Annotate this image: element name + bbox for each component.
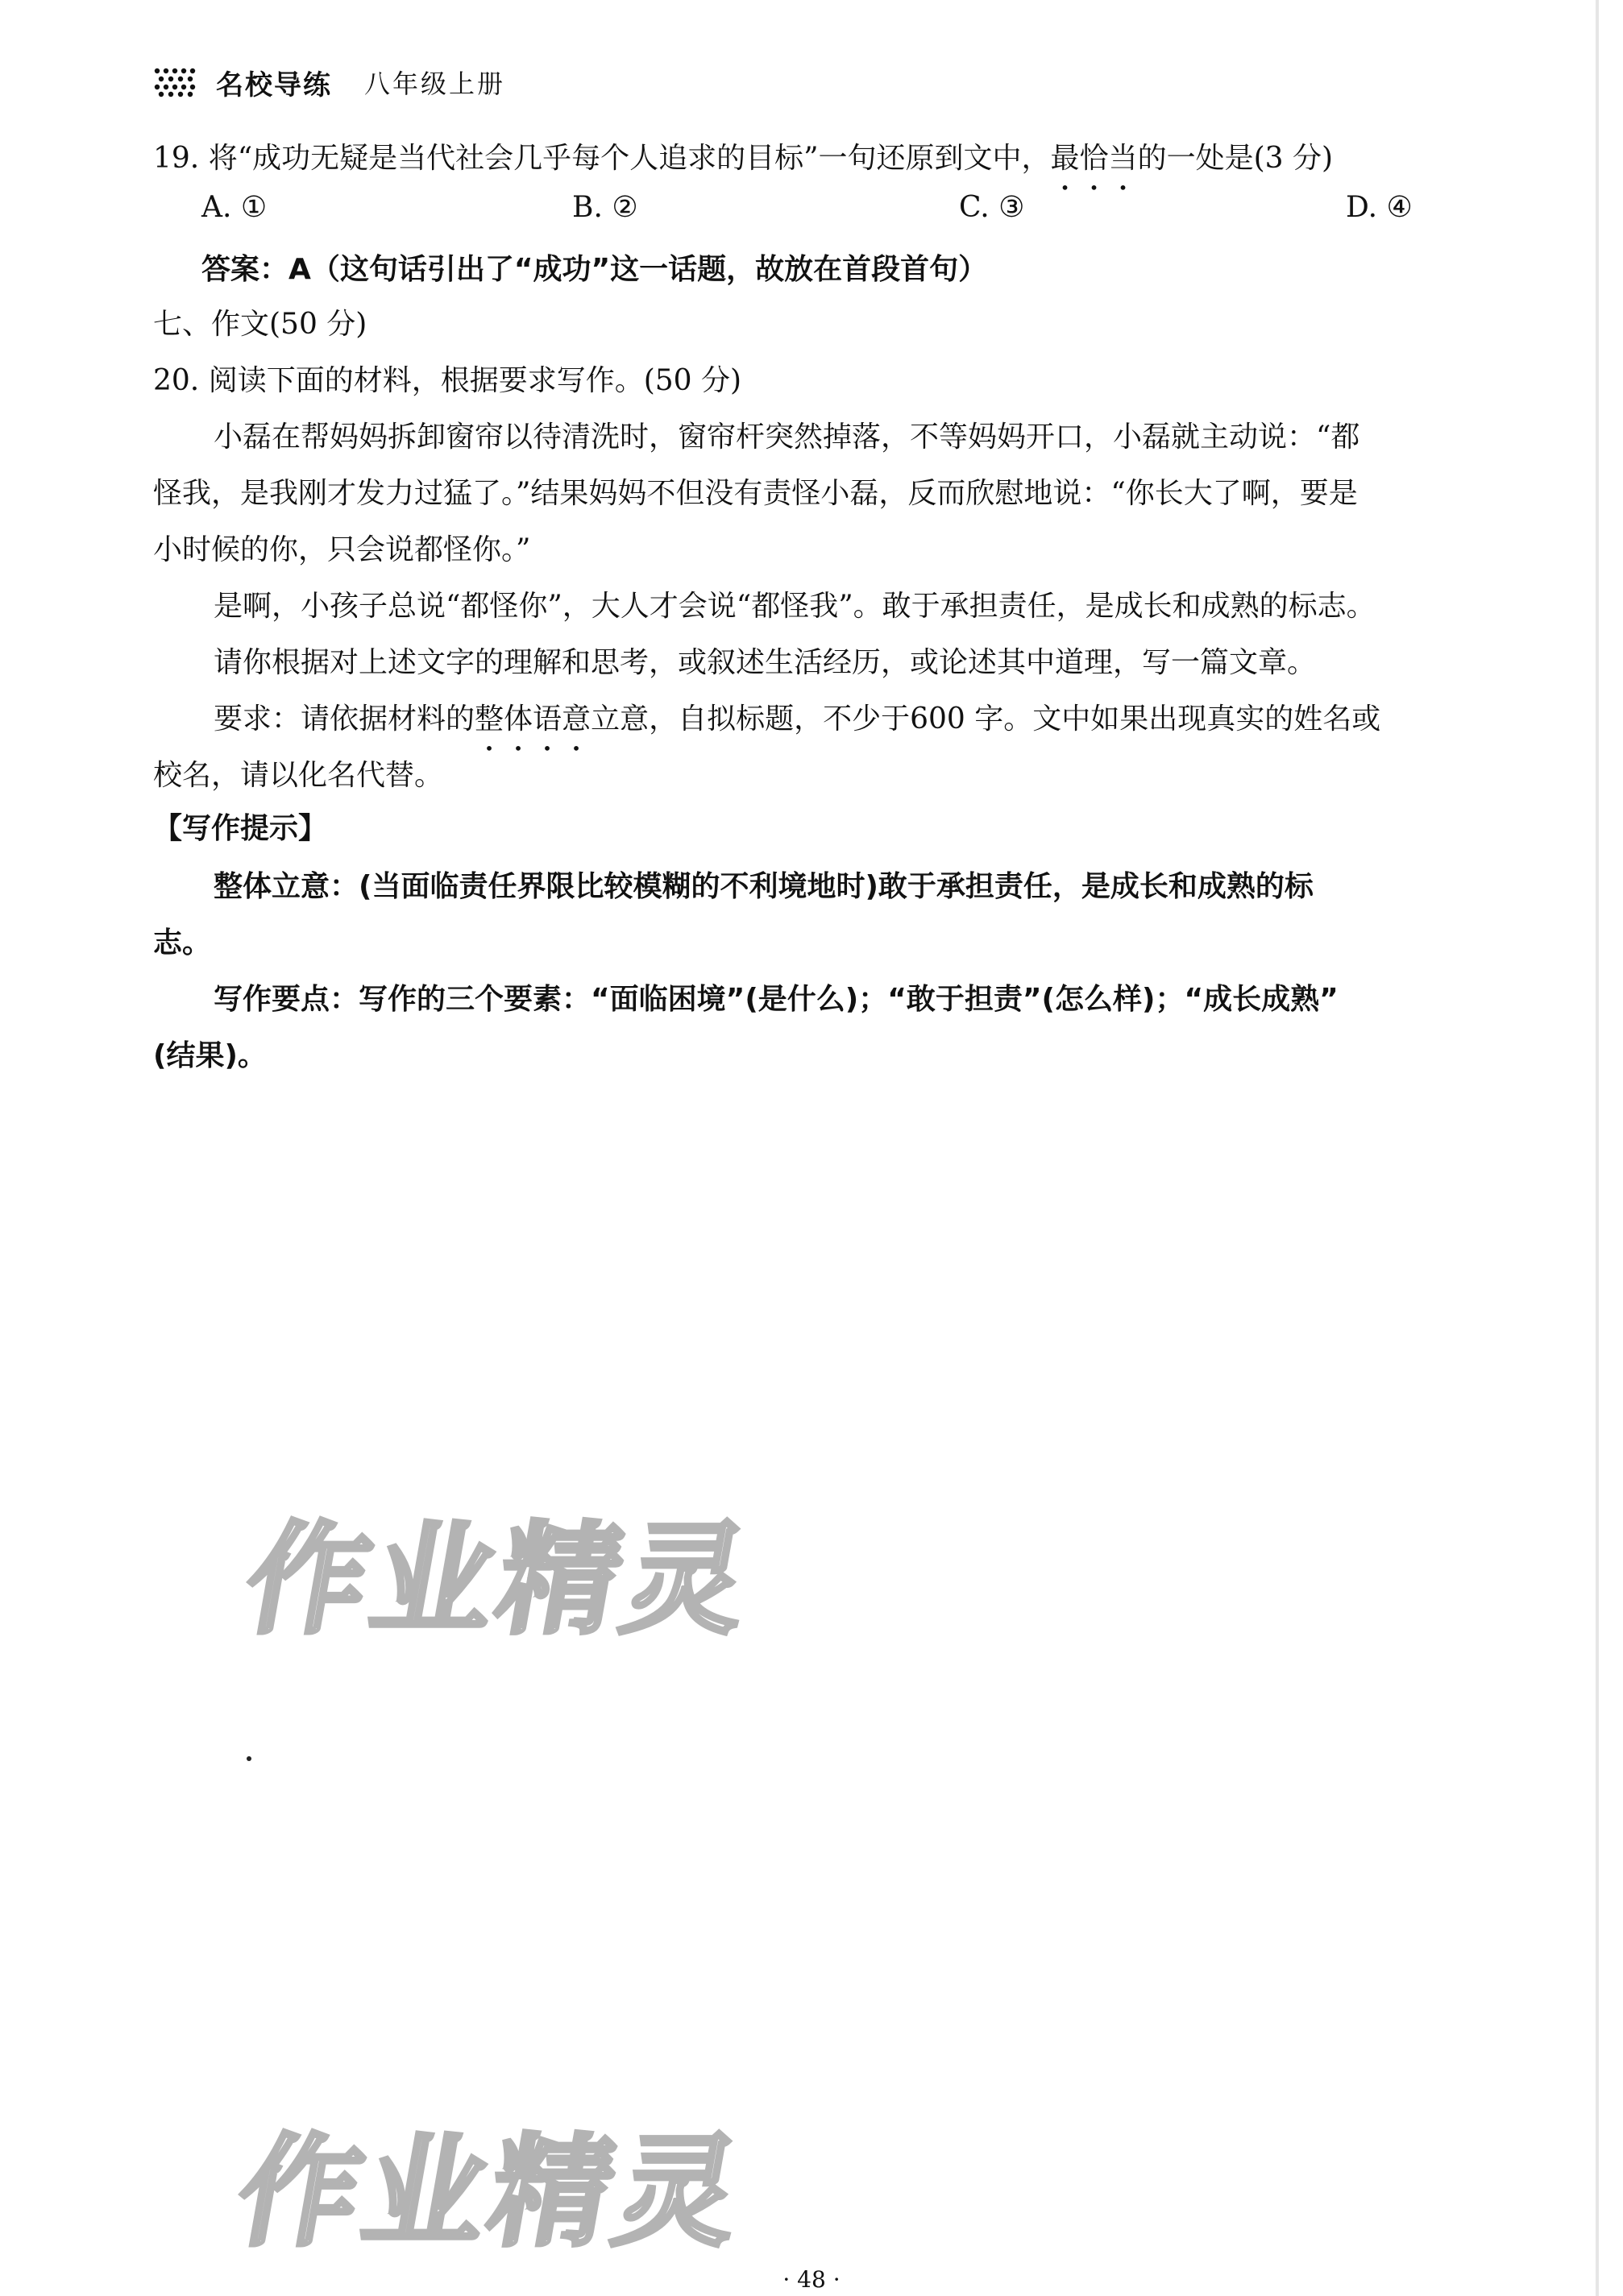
scan-speck <box>247 1756 251 1761</box>
material-paragraph-line: 怪我，是我刚才发力过猛了。”结果妈妈不但没有责怪小磊，反而欣慰地说：“你长大了啊，要是 <box>153 477 1358 510</box>
book-grade: 八年级上册 <box>364 68 506 99</box>
dots-logo-icon <box>153 66 200 98</box>
q19-emphasis-char: 当 <box>1108 142 1138 175</box>
requirement-text: 要求：请依据材料的 <box>214 702 475 736</box>
requirement-emphasis-char: 体 <box>504 702 533 736</box>
requirement-text-tail: 立意，自拟标题，不少于600 字。文中如果出现真实的姓名或 <box>591 702 1381 736</box>
requirement-emphasis-char: 语 <box>533 702 562 736</box>
option-c: C. ③ <box>959 191 1025 224</box>
scan-edge <box>1596 0 1599 2296</box>
requirement-emphasis-char: 意 <box>562 702 592 736</box>
material-paragraph-line: 小磊在帮妈妈拆卸窗帘以待清洗时，窗帘杆突然掉落，不等妈妈开口，小磊就主动说：“都 <box>214 421 1360 454</box>
q19-options <box>201 191 1451 231</box>
book-brand: 名校导练 <box>216 68 332 102</box>
watermark: 作业精灵 <box>227 2123 755 2263</box>
q19-emphasis-char: 恰 <box>1079 142 1109 175</box>
option-a: A. ① <box>201 191 268 224</box>
q19-answer: 答案：A（这句话引出了“成功”这一话题，故放在首段首句） <box>201 253 988 286</box>
instruction-line: 请你根据对上述文字的理解和思考，或叙述生活经历，或论述其中道理，写一篇文章。 <box>214 646 1317 679</box>
requirement-emphasis-char: 整 <box>475 702 504 736</box>
section-title: 七、作文(50 分) <box>153 308 367 341</box>
option-b: B. ② <box>572 191 638 224</box>
page-number: · 48 · <box>782 2266 841 2293</box>
q19-stem <box>153 139 1333 179</box>
material-paragraph-line: 是啊，小孩子总说“都怪你”，大人才会说“都怪我”。敢于承担责任，是成长和成熟的标志。 <box>214 590 1376 623</box>
watermark: 作业精灵 <box>235 1511 763 1651</box>
requirement-line <box>214 699 1380 740</box>
option-d: D. ④ <box>1346 191 1413 224</box>
q19-emphasis-char: 最 <box>1050 142 1080 175</box>
material-paragraph-line: 小时候的你，只会说都怪你。” <box>153 533 531 566</box>
q19-stem-text: 19. 将“成功无疑是当代社会几乎每个人追求的目标”一句还原到文中， <box>153 142 1051 175</box>
tips-points-line: (结果)。 <box>153 1039 267 1072</box>
tips-theme-line: 志。 <box>153 926 212 959</box>
requirement-line: 校名，请以化名代替。 <box>153 759 444 792</box>
tips-title: 【写作提示】 <box>153 812 328 845</box>
tips-theme-line: 整体立意：(当面临责任界限比较模糊的不利境地时)敢于承担责任，是成长和成熟的标 <box>214 870 1314 903</box>
q19-stem-tail: 的一处是(3 分) <box>1137 142 1334 175</box>
tips-points-line: 写作要点：写作的三个要素：“面临困境”(是什么)；“敢于担责”(怎么样)；“成长成熟” <box>214 983 1339 1016</box>
q20-stem: 20. 阅读下面的材料，根据要求写作。(50 分) <box>153 364 742 397</box>
page-header <box>153 58 505 106</box>
